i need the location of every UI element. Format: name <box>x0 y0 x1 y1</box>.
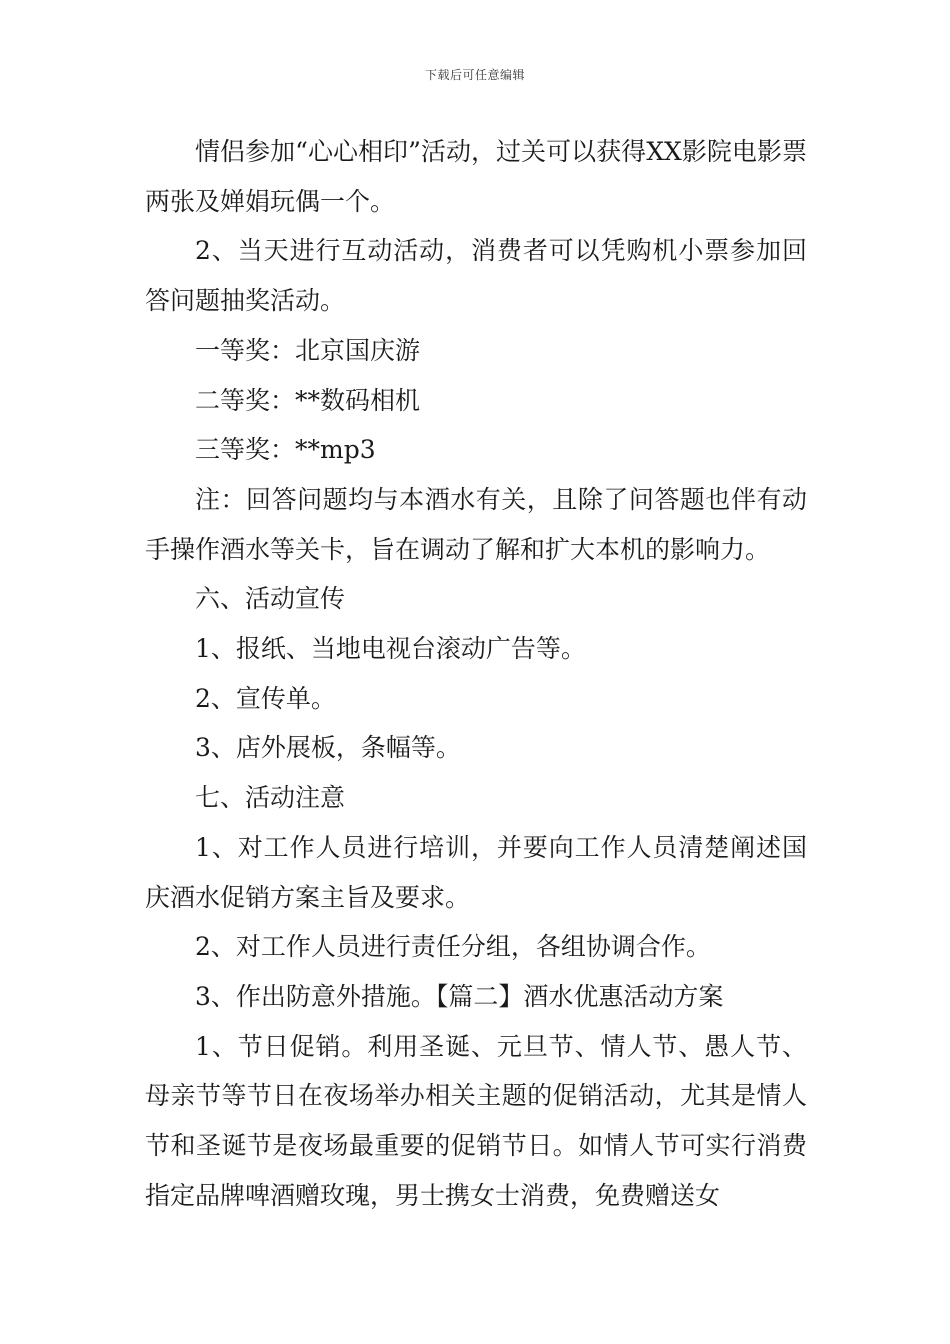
paragraph: 1、对工作人员进行培训，并要向工作人员清楚阐述国庆酒水促销方案主旨及要求。 <box>145 832 807 912</box>
document-body <box>145 127 807 1220</box>
paragraph: 3、店外展板，条幅等。 <box>195 733 461 763</box>
section-heading: 七、活动注意 <box>195 783 346 813</box>
paragraph: 一等奖：北京国庆游 <box>195 335 421 365</box>
paragraph: 2、宣传单。 <box>195 683 336 713</box>
paragraph: 情侣参加“心心相印”活动，过关可以获得XX影院电影票两张及婵娟玩偶一个。 <box>145 137 807 216</box>
paragraph: 2、当天进行互动活动，消费者可以凭购机小票参加回答问题抽奖活动。 <box>145 236 807 316</box>
page-header-note: 下载后可任意编辑 <box>424 68 525 82</box>
paragraph: 三等奖：**mp3 <box>195 435 376 465</box>
paragraph: 1、节日促销。利用圣诞、元旦节、情人节、愚人节、母亲节等节日在夜场举办相关主题的促销活动，尤其是情人节和圣诞节是夜场最重要的促销节日。如情人节可实行消费指定品牌啤酒赠玫瑰，男士携女士消费，免费赠送女 <box>145 1031 807 1210</box>
paragraph: 二等奖：**数码相机 <box>195 385 421 415</box>
paragraph: 1、报纸、当地电视台滚动广告等。 <box>195 634 586 664</box>
paragraph: 2、对工作人员进行责任分组，各组协调合作。 <box>195 932 711 962</box>
section-heading: 六、活动宣传 <box>195 584 346 614</box>
paragraph: 注：回答问题均与本酒水有关，且除了问答题也伴有动手操作酒水等关卡，旨在调动了解和扩大本机的影响力。 <box>145 484 807 564</box>
paragraph: 3、作出防意外措施。【篇二】酒水优惠活动方案 <box>195 981 724 1011</box>
